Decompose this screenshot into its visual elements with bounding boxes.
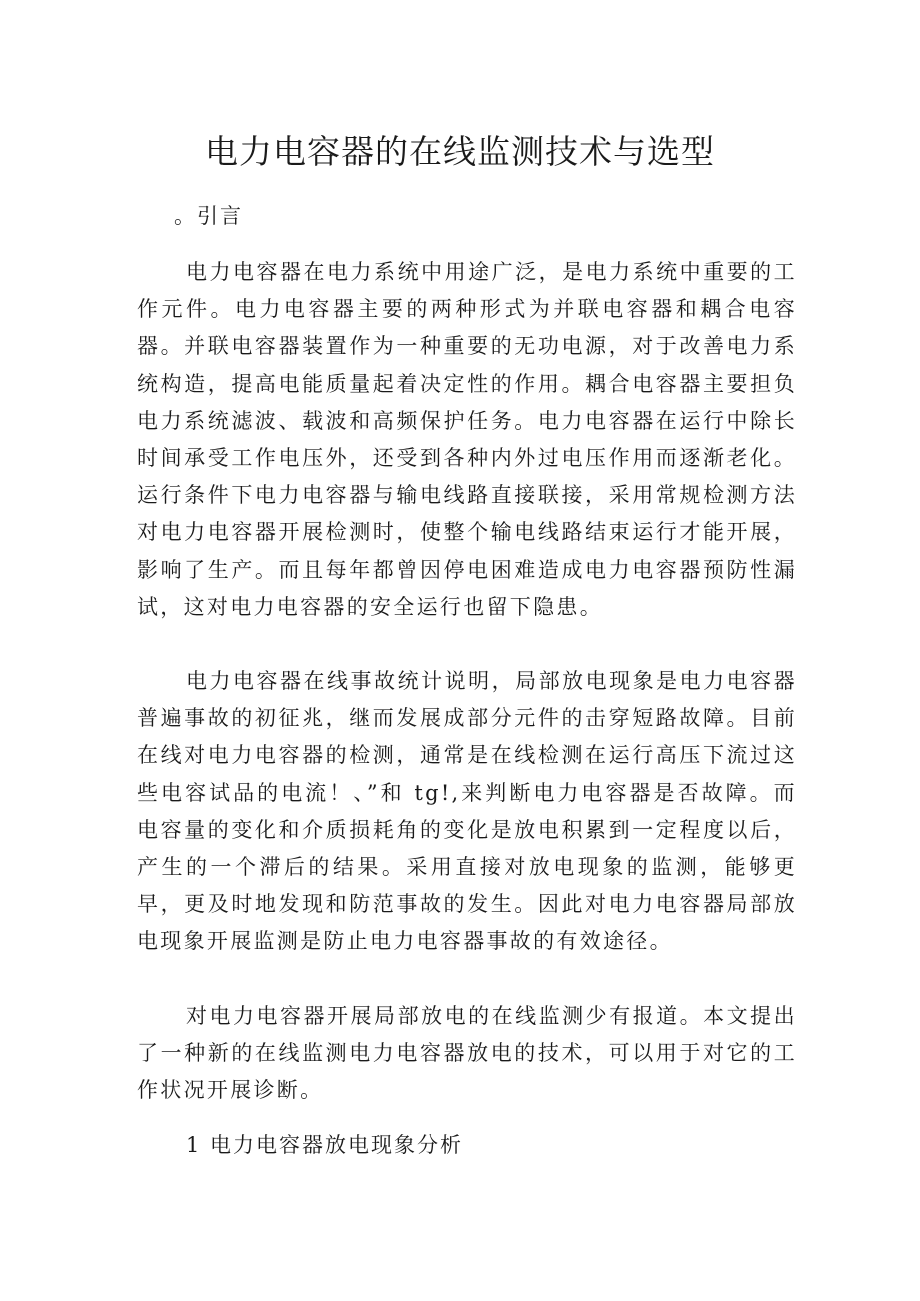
section-1-heading: 1 电力电容器放电现象分析 xyxy=(186,1133,464,1157)
document-title: 电力电容器的在线监测技术与选型 xyxy=(205,132,715,171)
intro-heading: 。引言 xyxy=(174,204,243,228)
paragraph-discharge-statistics: 电力电容器在线事故统计说明，局部放电现象是电力电容器普遍事故的初征兆，继而发展成部分元件的击穿短路故障。目前在线对电力电容器的检测，通常是在线检测在运行高压下流过这些电容试品的电流！、”和 tg!,来判断电力电容器是否故障。而电容量的变化和介质损耗角的变化是放电积累到一定程度以后，产生的一个滞后的结果。采用直接对放电现象的监测，能够更早，更及时地发现和防范事故的发生。因此对电力电容器局部放电现象开展监测是防止电力电容器事故的有效途径。 xyxy=(137,669,797,954)
paragraph-proposal: 对电力电容器开展局部放电的在线监测少有报道。本文提出了一种新的在线监测电力电容器放电的技术，可以用于对它的工作状况开展诊断。 xyxy=(137,1004,797,1103)
paragraph-intro: 电力电容器在电力系统中用途广泛，是电力系统中重要的工作元件。电力电容器主要的两种形式为并联电容器和耦合电容器。并联电容器装置作为一种重要的无功电源，对于改善电力系统构造，提高电能质量起着决定性的作用。耦合电容器主要担负电力系统滤波、载波和高频保护任务。电力电容器在运行中除长时间承受工作电压外，还受到各种内外过电压作用而逐渐老化。运行条件下电力电容器与输电线路直接联接，采用常规检测方法对电力电容器开展检测时，使整个输电线路结束运行才能开展，影响了生产。而且每年都曾因停电困难造成电力电容器预防性漏试，这对电力电容器的安全运行也留下隐患。 xyxy=(137,260,797,619)
